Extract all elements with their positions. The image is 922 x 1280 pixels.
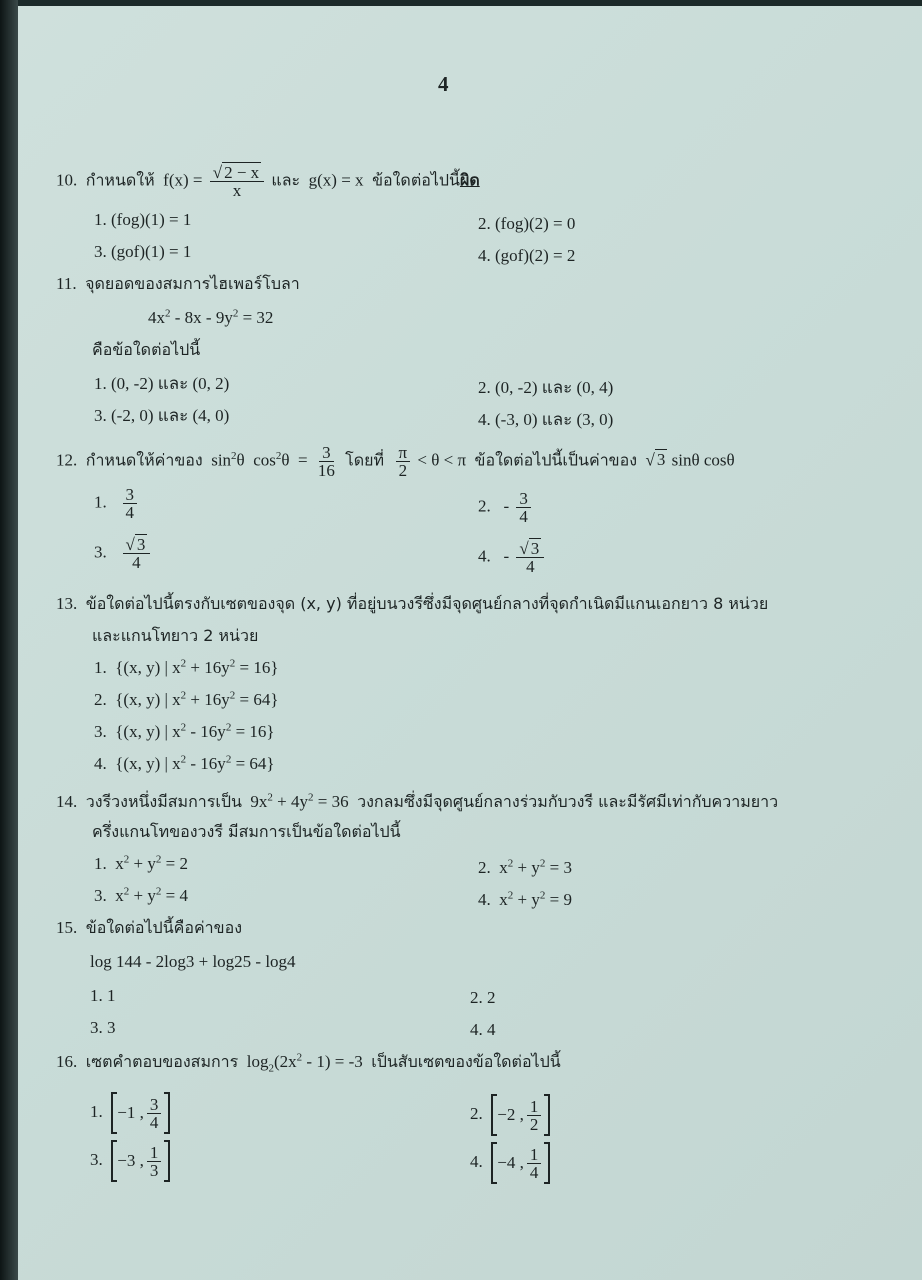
q15-option-2: 2. 2 [470,988,496,1007]
q13-opt1-b: + 16y [186,658,230,677]
q14-opt1-y: + y [129,854,156,873]
q12-opt4-root: 3 [530,539,540,558]
q13-option-4: 4. {(x, y) | $x^2 - 16y^2 = 64$} [94,753,275,773]
q12-theta-2: θ [281,450,290,470]
q12-opt1-d: 4 [125,503,134,522]
q16-opt3-interval [111,1140,170,1182]
q12-frac-d: 16 [317,461,335,480]
q12-opt4-d: 4 [526,557,535,576]
q13-stem-1: ข้อใดต่อไปนี้ตรงกับเซตของจุด (x, y) ที่อยู่บนวงรีซึ่งมีจุดศูนย์กลางที่จุดกำเนิดมีแกนเอกยาว 8 หน่วย [85,594,769,613]
q12-option-3: 3. $\frac{√ 3}{4}$ [94,536,153,571]
q14-option-4: 4. $x^2 + y^2 = 9$ [478,889,572,909]
q16-opt3-no: 3. [90,1149,103,1169]
q12-opt3-no: 3. [94,542,107,562]
question-14: 14. วงรีวงหนึ่งมีสมการเป็น $9x^2 + 4y^2 = 36$ วงกลมซึ่งมีจุดศูนย์กลางร่วมกับวงรี และมีรัศมีเท่ากับความยาว [56,791,779,811]
q13-opt4-a: {(x, y) | x [115,754,181,773]
q12-opt1-n: 3 [123,486,138,504]
q12-opt4-no: 4. [478,546,491,566]
q13-opt1-no: 1. [94,658,107,677]
q14-stem-2: ครึ่งแกนโทของวงรี มีสมการเป็นข้อใดต่อไปนี้ [92,822,401,841]
q12-cos: cos [253,450,276,470]
q10-gx: g(x) = x [308,170,364,190]
q11-stem-2: คือข้อใดต่อไปนี้ [92,340,201,359]
q12-tail: sinθ cosθ [671,450,735,470]
q14-option-2: 2. $x^2 + y^2 = 3$ [478,857,572,877]
q10-option-4: 4. (gof)(2) = 2 [478,246,576,265]
q10-option-2: 2. (fog)(2) = 0 [478,214,576,233]
q16-opt2-a: −2 , [497,1105,524,1124]
q16-opt2-interval [491,1094,550,1136]
q12-sin: sin [211,450,232,470]
q12-pi-fraction [396,444,411,479]
q14-stem-a: วงรีวงหนึ่งมีสมการเป็น [85,792,242,811]
q14-opt1-no: 1. [94,854,107,873]
q12-opt2-n: 3 [516,490,531,508]
q10-sqrt-num: 2 − x [224,163,260,182]
q11-eq-b: - 8x - 9y [170,308,233,327]
q10-stem-b: ข้อใดต่อไปนี้ [372,170,460,190]
q13-stem-2: และแกนโทยาว 2 หน่วย [92,626,259,645]
q16-opt3-n: 1 [147,1144,162,1162]
question-12: 12. กำหนดให้ค่าของ $\sin^2\theta$ $\cos^2\theta$ = $\frac{3}{16}$ โดยที่ $\frac{\pi}{2}$ < θ < π ข้อใดต่อไปนี้เป็นค่าของ √ 3 sinθ cosθ [56,443,735,480]
q14-opt4-y: + y [513,890,540,909]
q14-number: 14. [56,792,78,811]
q16-opt2-n: 1 [527,1098,542,1116]
q16-stem-b: เป็นสับเซตของข้อใดต่อไปนี้ [371,1052,561,1071]
q12-stem-b: ข้อใดต่อไปนี้เป็นค่าของ [474,450,638,470]
q16-opt4-d: 4 [529,1162,539,1182]
q11-option-2: 2. (0, -2) และ (0, 4) [478,378,614,397]
q13-opt2-c: = 64} [235,690,279,709]
q11-option-3: 3. (-2, 0) และ (4, 0) [94,406,230,425]
q12-stem-a: กำหนดให้ค่าของ [85,450,203,470]
q15-option-4: 4. 4 [470,1020,496,1039]
q11-option-1: 1. (0, -2) และ (0, 2) [94,374,230,393]
q16-opt3-a: −3 , [117,1151,144,1170]
q12-opt3-root: 3 [136,535,146,554]
q14-opt1-v: 2 [179,854,188,873]
q14-eq-b: + 4y [272,792,309,811]
q12-fraction [315,444,338,479]
q12-option-2 [478,490,534,525]
q12-opt1-no: 1. [94,492,107,512]
q16-opt1-no: 1. [90,1101,103,1121]
exam-page [18,6,922,1280]
q15-option-3: 3. 3 [90,1018,116,1037]
q16-opt3-d: 3 [149,1160,159,1180]
question-16: 16. เซตคำตอบของสมการ $\log_2(2x^2 - 1) = -3$ เป็นสับเซตของข้อใดต่อไปนี้ [56,1051,561,1075]
q11-stem: จุดยอดของสมการไฮเพอร์โบลา [85,274,300,293]
q15-stem: ข้อใดต่อไปนี้คือค่าของ [85,918,242,937]
q11-option-4: 4. (-3, 0) และ (3, 0) [478,410,614,429]
q11-eq-c: = 32 [238,308,274,327]
q15-expression: log 144 - 2log3 + log25 - log4 [90,952,296,971]
q12-option-1 [94,486,140,521]
q13-opt2-no: 2. [94,690,107,709]
q11-sup-2: 2 [232,307,239,320]
q14-opt2-eq: = [545,858,564,877]
q14-opt3-v: 4 [179,886,188,905]
q16-opt1-n: 3 [147,1096,162,1114]
q12-ineq: < θ < π [417,450,467,470]
q13-option-2: 2. {(x, y) | $x^2 + 16y^2 = 64$} [94,689,279,709]
q16-opt4-n: 1 [527,1146,542,1164]
q12-pi: π [396,444,411,462]
q16-arg-a: (2x [273,1052,297,1071]
q13-opt2-b: + 16y [186,690,230,709]
q13-opt4-c: = 64} [231,754,275,773]
q13-opt3-a: {(x, y) | x [115,722,181,741]
q14-opt4-no: 4. [478,890,491,909]
q12-two: 2 [398,461,408,480]
book-spine [0,0,18,1280]
q16-arg-b: - 1) = -3 [302,1052,363,1071]
q16-opt2-d: 2 [529,1114,539,1134]
q12-opt2-no: 2. [478,496,491,516]
q14-opt1-x: x [115,854,124,873]
q10-stem-a: กำหนดให้ [85,170,155,190]
q16-opt4-a: −4 , [497,1153,524,1172]
q13-opt3-c: = 16} [231,722,275,741]
q10-and: และ [271,170,301,190]
q16-log: log [246,1052,269,1071]
q14-opt3-y: + y [129,886,156,905]
q12-given: โดยที่ [345,450,385,470]
q14-option-3: 3. $x^2 + y^2 = 4$ [94,885,188,905]
q16-stem-a: เซตคำตอบของสมการ [85,1052,239,1071]
q14-option-1: 1. $x^2 + y^2 = 2$ [94,853,188,873]
q10-den: x [232,181,242,200]
q14-opt3-x: x [115,886,124,905]
question-11 [56,274,300,294]
q16-opt1-d: 4 [149,1112,159,1132]
q12-eq: = [298,450,308,470]
q13-number: 13. [56,594,78,613]
q12-theta-1: θ [236,450,245,470]
q16-opt4-no: 4. [470,1151,483,1171]
q12-option-4: 4. - $\frac{√ 3}{4}$ [478,540,547,575]
q13-opt2-a: {(x, y) | x [115,690,181,709]
q16-option-1 [90,1092,170,1134]
q13-opt1-c: = 16} [235,658,279,677]
q14-opt2-v: 3 [563,858,572,877]
q13-opt3-b: - 16y [186,722,226,741]
q14-opt2-y: + y [513,858,540,877]
q12-opt2-d: 4 [519,507,528,526]
q15-number: 15. [56,918,78,937]
q16-opt1-interval [111,1092,170,1134]
q12-root3: 3 [656,450,666,470]
q14-opt1-eq: = [161,854,180,873]
page-number: 4 [438,72,449,96]
q12-opt2-neg: - [503,496,510,516]
q10-fraction: $\frac{√ 2 - x}{x}$ [210,164,264,199]
q16-number: 16. [56,1052,78,1071]
q11-number: 11. [56,274,77,293]
question-15 [56,918,242,938]
q12-opt4-neg: - [503,546,510,566]
q14-opt4-v: 9 [563,890,572,909]
q13-opt1-a: {(x, y) | x [115,658,181,677]
q13-option-3: 3. {(x, y) | $x^2 - 16y^2 = 16$} [94,721,275,741]
q16-base: 2 [268,1062,274,1075]
q13-option-1: 1. {(x, y) | $x^2 + 16y^2 = 16$} [94,657,279,677]
q10-option-3: 3. (gof)(1) = 1 [94,242,192,261]
q14-opt3-no: 3. [94,886,107,905]
q10-number: 10. [56,170,78,190]
q10-stem-wrong: ผิด [459,170,480,190]
q14-opt4-x: x [499,890,508,909]
q14-opt2-no: 2. [478,858,491,877]
q13-opt3-no: 3. [94,722,107,741]
q12-number: 12. [56,450,78,470]
q11-eq-a: 4x [148,308,165,327]
q16-option-3 [90,1140,170,1182]
q16-opt4-interval [491,1142,550,1184]
q12-frac-n: 3 [319,444,334,462]
q13-opt4-no: 4. [94,754,107,773]
q14-stem-b: วงกลมซึ่งมีจุดศูนย์กลางร่วมกับวงรี และมีรัศมีเท่ากับความยาว [357,792,779,811]
q16-opt1-a: −1 , [117,1103,144,1122]
q14-eq-a: 9x [250,792,268,811]
q16-opt2-no: 2. [470,1103,483,1123]
q14-opt2-x: x [499,858,508,877]
question-10 [56,164,480,199]
q12-opt3-d: 4 [132,553,141,572]
q16-option-2 [470,1094,550,1136]
q16-option-4 [470,1142,550,1184]
q11-sup-1: 2 [165,307,171,320]
q14-opt4-eq: = [545,890,564,909]
q13-opt4-b: - 16y [186,754,226,773]
q10-fx: f(x) = [163,170,203,190]
q11-equation [148,308,273,328]
q14-opt3-eq: = [161,886,180,905]
q14-eq-c: = 36 [313,792,349,811]
q10-option-1: 1. (fog)(1) = 1 [94,210,192,229]
q15-option-1: 1. 1 [90,986,116,1005]
question-13 [56,594,768,614]
